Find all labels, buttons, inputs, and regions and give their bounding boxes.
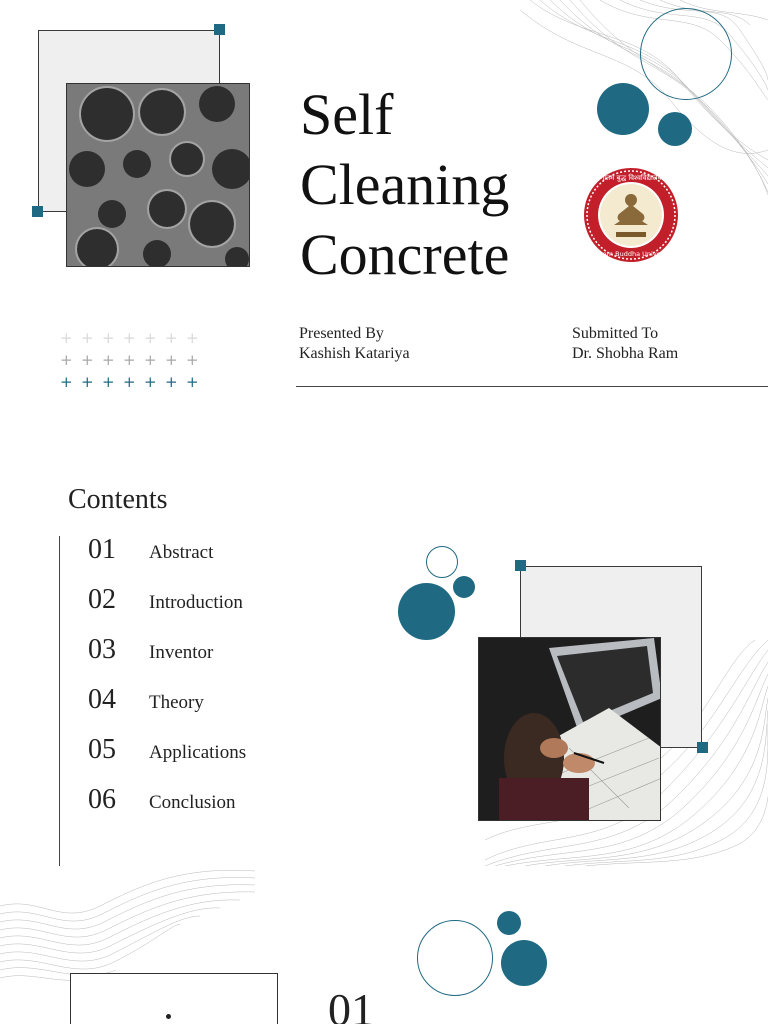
toc-label: Abstract (149, 542, 214, 563)
university-logo (582, 166, 680, 264)
toc-item-4[interactable] (88, 684, 204, 716)
toc-label: Theory (149, 692, 204, 713)
filled-circle-large (398, 583, 455, 640)
toc-item-3[interactable] (88, 634, 213, 666)
section-number: 01 (328, 984, 374, 1024)
presenter-name: Kashish Katariya (299, 345, 410, 362)
toc-item-1[interactable] (88, 534, 213, 566)
frame-corner-bottom-left (32, 206, 43, 217)
title-line-1: Self (300, 82, 394, 147)
toc-label: Inventor (149, 642, 214, 663)
toc-number: 06 (88, 784, 116, 815)
frame-corner-bottom-right (697, 742, 708, 753)
presented-by-label: Presented By (299, 325, 384, 342)
filled-circle-small (497, 911, 521, 935)
outline-circle (426, 546, 458, 578)
logo-top-text: गौतम बुद्ध विश्वविद्यालय (600, 174, 662, 182)
toc-item-5[interactable] (88, 734, 246, 766)
filled-circle-large (597, 83, 649, 135)
toc-number: 01 (88, 534, 116, 565)
engineer-laptop-image (478, 637, 661, 821)
toc-number: 03 (88, 634, 116, 665)
filled-circle-large (501, 940, 547, 986)
outline-circle (640, 8, 732, 100)
plus-pattern: + + + + + + + + + + + + + + + + + + + + + (60, 329, 199, 391)
toc-item-6[interactable] (88, 784, 236, 816)
submitted-to-label: Submitted To (572, 325, 659, 342)
section-box (70, 973, 278, 1024)
dot (166, 1014, 171, 1019)
page-title (300, 80, 509, 290)
submitted-to-name: Dr. Shobha Ram (572, 345, 679, 362)
toc-item-2[interactable] (88, 584, 243, 616)
contents-heading: Contents (68, 484, 168, 515)
toc-label: Conclusion (149, 792, 236, 813)
toc-label: Applications (149, 742, 247, 763)
toc-label: Introduction (149, 592, 243, 613)
toc-number: 04 (88, 684, 116, 715)
filled-circle-small (658, 112, 692, 146)
frame-corner-top-right (214, 24, 225, 35)
outline-circle (417, 920, 493, 996)
toc-number: 02 (88, 584, 116, 615)
frame-corner-top-left (515, 560, 526, 571)
logo-bottom-text: Gautam Buddha University (587, 250, 675, 258)
wave-decoration-bottom-left (0, 866, 255, 986)
porous-concrete-image (66, 83, 250, 267)
toc-number: 05 (88, 734, 116, 765)
filled-circle-small (453, 576, 475, 598)
divider-line (296, 386, 768, 387)
title-line-2: Cleaning (300, 152, 510, 217)
title-line-3: Concrete (300, 222, 510, 287)
contents-vertical-line (59, 536, 60, 866)
